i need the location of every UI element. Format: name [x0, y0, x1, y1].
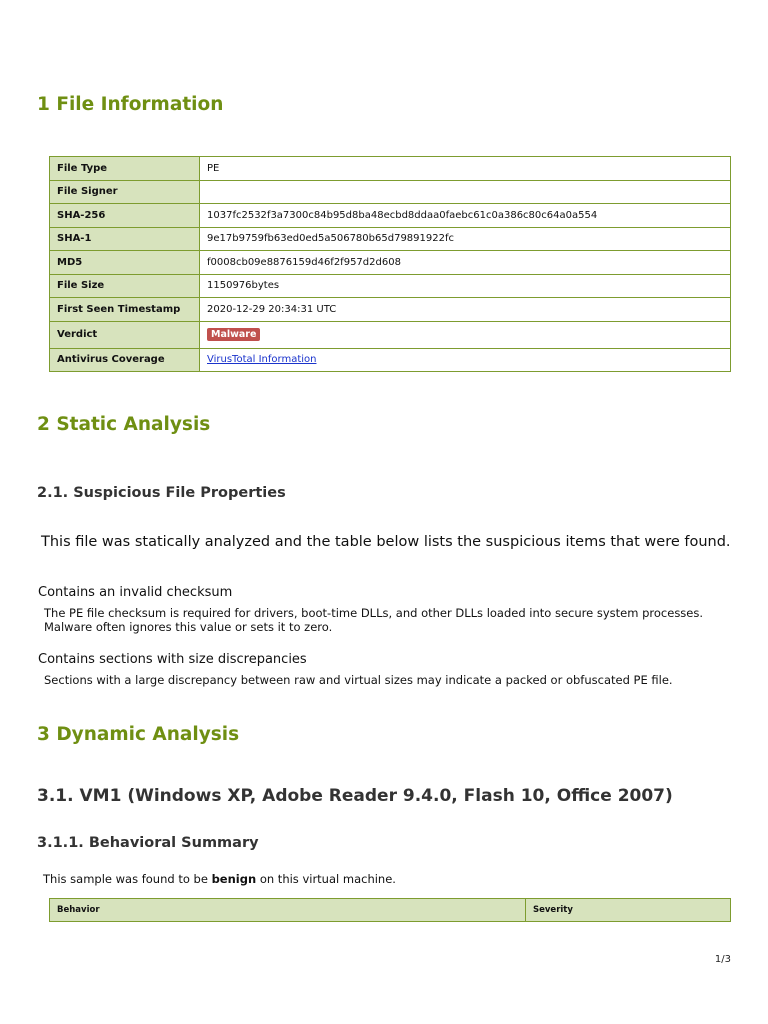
- section-heading-file-information: 1 File Information: [37, 94, 224, 115]
- table-row: [50, 157, 731, 181]
- md5-value: f0008cb09e8876159d46f2f957d2d608: [200, 251, 731, 275]
- file-information-table: [49, 156, 731, 372]
- page-number: 1/3: [714, 954, 731, 965]
- virustotal-link[interactable]: VirusTotal Information: [207, 354, 317, 366]
- table-row: [50, 321, 731, 348]
- table-header-row: [50, 899, 731, 922]
- sha1-label: SHA-1: [50, 227, 200, 251]
- table-row: [50, 204, 731, 228]
- subsection-heading-behavioral-summary: 3.1.1. Behavioral Summary: [37, 835, 259, 851]
- subsection-heading-suspicious-file-properties: 2.1. Suspicious File Properties: [37, 485, 286, 501]
- sha1-value: 9e17b9759fb63ed0ed5a506780b65d79891922fc: [200, 227, 731, 251]
- verdict-cell: [200, 321, 731, 348]
- table-row: [50, 227, 731, 251]
- table-row: [50, 251, 731, 275]
- summary-prefix: This sample was found to be: [43, 872, 212, 886]
- section-heading-dynamic-analysis: 3 Dynamic Analysis: [37, 724, 240, 745]
- sha256-value: 1037fc2532f3a7300c84b95d8ba48ecbd8ddaa0faebc61c0a386c80c64a0a554: [200, 204, 731, 228]
- file-type-value: PE: [200, 157, 731, 181]
- static-analysis-intro: This file was statically analyzed and the table below lists the suspicious items that were found.: [41, 534, 731, 550]
- file-signer-value: [200, 180, 731, 204]
- sha256-label: SHA-256: [50, 204, 200, 228]
- table-row: [50, 348, 731, 372]
- first-seen-value: 2020-12-29 20:34:31 UTC: [200, 298, 731, 322]
- column-header-behavior: Behavior: [50, 899, 526, 922]
- finding-description: The PE file checksum is required for drivers, boot-time DLLs, and other DLLs loaded into secure system processes. Malware often ignores this value or sets it to zero.: [44, 606, 704, 634]
- file-size-value: 1150976bytes: [200, 274, 731, 298]
- column-header-severity: Severity: [526, 899, 731, 922]
- behavior-table: [49, 898, 731, 922]
- finding-title: Contains sections with size discrepancies: [38, 652, 307, 667]
- file-signer-label: File Signer: [50, 180, 200, 204]
- finding-title: Contains an invalid checksum: [38, 585, 233, 600]
- first-seen-label: First Seen Timestamp: [50, 298, 200, 322]
- verdict-badge: Malware: [207, 328, 260, 341]
- behavioral-summary-text: [43, 872, 396, 886]
- subsection-heading-vm1: 3.1. VM1 (Windows XP, Adobe Reader 9.4.0, Flash 10, Office 2007): [37, 786, 673, 806]
- file-size-label: File Size: [50, 274, 200, 298]
- summary-suffix: on this virtual machine.: [256, 872, 396, 886]
- table-row: [50, 298, 731, 322]
- table-row: [50, 274, 731, 298]
- summary-verdict: benign: [211, 872, 257, 886]
- antivirus-coverage-cell: [200, 348, 731, 372]
- finding-description: Sections with a large discrepancy between raw and virtual sizes may indicate a packed or obfuscated PE file.: [44, 673, 673, 687]
- antivirus-coverage-label: Antivirus Coverage: [50, 348, 200, 372]
- verdict-label: Verdict: [50, 321, 200, 348]
- md5-label: MD5: [50, 251, 200, 275]
- table-row: [50, 180, 731, 204]
- section-heading-static-analysis: 2 Static Analysis: [37, 414, 211, 435]
- file-type-label: File Type: [50, 157, 200, 181]
